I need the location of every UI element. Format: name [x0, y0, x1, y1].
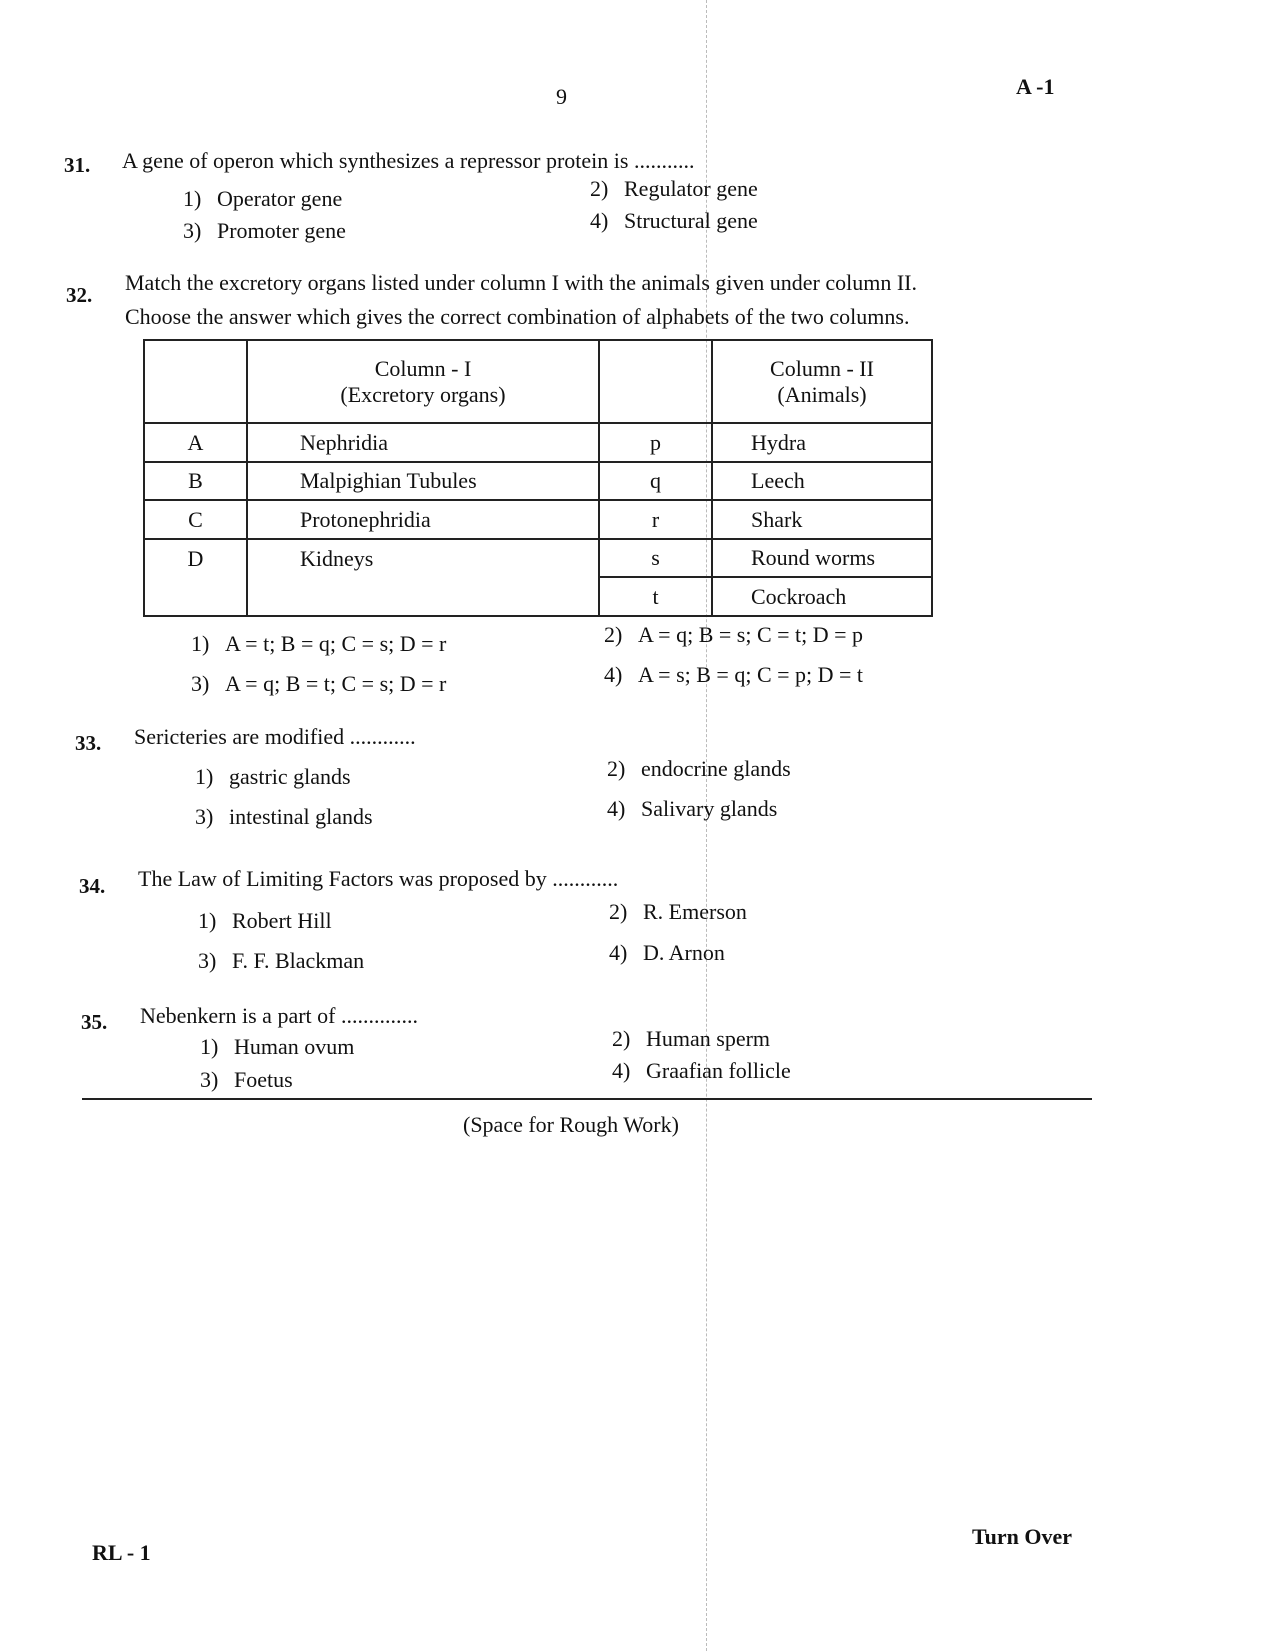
option-2[interactable]: 2) R. Emerson — [609, 899, 747, 924]
series-code: A -1 — [1016, 74, 1055, 99]
table-row: D Kidneys s Round worms — [144, 539, 932, 578]
question-number: 31. — [64, 153, 91, 177]
turn-over-label: Turn Over — [972, 1524, 1073, 1549]
question-text: Sericteries are modified ............ — [134, 724, 416, 749]
rough-work-label: (Space for Rough Work) — [463, 1112, 679, 1137]
question-text: The Law of Limiting Factors was proposed by ............ — [138, 866, 619, 891]
option-1[interactable]: 1) Operator gene — [183, 186, 343, 211]
option-1[interactable]: 1) Human ovum — [200, 1034, 355, 1059]
table-row: C Protonephridia r Shark — [144, 500, 932, 539]
page-number: 9 — [556, 84, 567, 109]
option-4[interactable]: 4) D. Arnon — [609, 940, 725, 965]
footer-code: RL - 1 — [92, 1540, 151, 1565]
question-text-line-2: Choose the answer which gives the correct combination of alphabets of the two columns. — [125, 304, 910, 329]
question-number: 32. — [66, 283, 93, 307]
option-1[interactable]: 1) Robert Hill — [198, 908, 332, 933]
table-row: B Malpighian Tubules q Leech — [144, 462, 932, 501]
column-1-header: Column - I (Excretory organs) — [247, 340, 599, 423]
option-2[interactable]: 2) endocrine glands — [607, 756, 791, 781]
option-1[interactable]: 1) gastric glands — [195, 764, 351, 789]
option-1[interactable]: 1) A = t; B = q; C = s; D = r — [191, 631, 447, 656]
question-number: 34. — [79, 874, 106, 898]
question-text: A gene of operon which synthesizes a repressor protein is ........... — [122, 148, 695, 173]
option-2[interactable]: 2) Human sperm — [612, 1026, 771, 1051]
option-4[interactable]: 4) Structural gene — [590, 208, 758, 233]
column-2-header: Column - II (Animals) — [712, 340, 932, 423]
table-row: t Cockroach — [144, 577, 932, 616]
option-2[interactable]: 2) A = q; B = s; C = t; D = p — [604, 622, 864, 647]
option-4[interactable]: 4) Graafian follicle — [612, 1058, 791, 1083]
option-3[interactable]: 3) Foetus — [200, 1067, 293, 1092]
option-3[interactable]: 3) F. F. Blackman — [198, 948, 365, 973]
option-3[interactable]: 3) A = q; B = t; C = s; D = r — [191, 671, 447, 696]
option-4[interactable]: 4) Salivary glands — [607, 796, 778, 821]
question-number: 33. — [75, 731, 102, 755]
page-fold-line — [706, 0, 707, 1651]
question-text: Nebenkern is a part of .............. — [140, 1003, 418, 1028]
table-header-row — [144, 340, 932, 423]
question-text: Match the excretory organs listed under column I with the animals given under column II. — [125, 270, 917, 295]
option-4[interactable]: 4) A = s; B = q; C = p; D = t — [604, 662, 864, 687]
option-3[interactable]: 3) intestinal glands — [195, 804, 373, 829]
option-3[interactable]: 3) Promoter gene — [183, 218, 346, 243]
option-2[interactable]: 2) Regulator gene — [590, 176, 758, 201]
divider — [82, 1098, 1092, 1100]
match-table — [143, 339, 933, 617]
table-row: A Nephridia p Hydra — [144, 423, 932, 462]
question-number: 35. — [81, 1010, 108, 1034]
